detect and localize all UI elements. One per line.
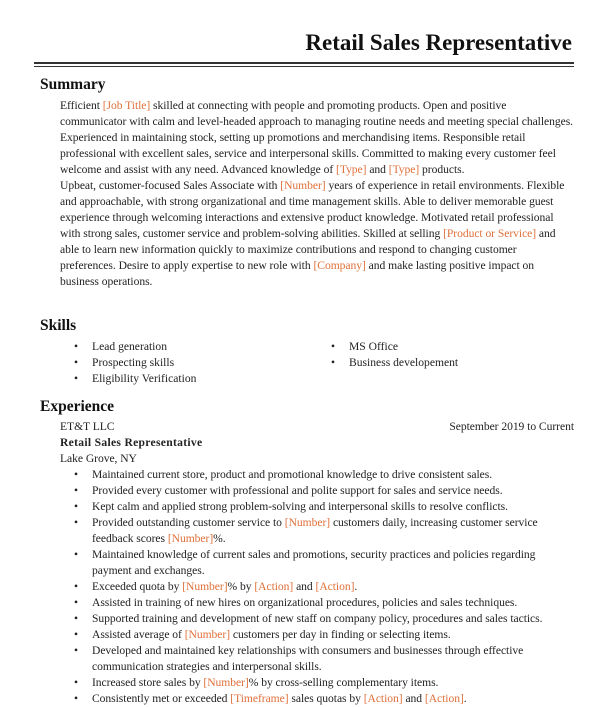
skill-item: • Prospecting skills — [60, 355, 317, 371]
skill-item: • Eligibility Verification — [60, 371, 317, 387]
resume-title: Retail Sales Representative — [305, 30, 572, 55]
experience-bullet — [60, 627, 574, 643]
experience-bullet — [60, 515, 574, 547]
placeholder-field: [Type] — [388, 163, 420, 176]
text-segment: Assisted average of — [92, 628, 185, 641]
placeholder-field: [Action] — [315, 580, 355, 593]
text-segment: Exceeded quota by — [92, 580, 183, 593]
text-segment: Increased store sales by — [92, 676, 204, 689]
text-segment: years of experience in retail environments. Flexible and approachable, with strong organizational and time management skills. Able to deliver memorable guest experience through welcoming interactions and extensive product knowledge. Motivated retail professional with strong sales, customer service and problem-solving abilities. Skilled at selling — [60, 179, 565, 240]
placeholder-field: [Action] — [424, 692, 464, 705]
text-segment: % by cross-selling complementary items. — [248, 676, 439, 689]
text-segment: % by — [227, 580, 255, 593]
text-segment: Consistently met or exceeded — [92, 692, 231, 705]
experience-heading: Experience — [40, 398, 115, 415]
placeholder-field: [Timeframe] — [230, 692, 289, 705]
job-role: Retail Sales Representative — [60, 436, 203, 449]
experience-entry — [60, 419, 574, 707]
text-segment: Kept calm and applied strong problem-solving and interpersonal skills to resolve conflicts. — [92, 500, 508, 513]
skills-list — [60, 339, 574, 387]
experience-bullet — [60, 547, 574, 579]
text-segment: Provided outstanding customer service to — [92, 516, 285, 529]
title-divider-thin — [34, 66, 574, 67]
experience-bullet — [60, 595, 574, 611]
placeholder-field: [Number] — [284, 516, 331, 529]
text-segment: Assisted in training of new hires on organizational procedures, policies and sales techniques. — [92, 596, 518, 609]
text-segment: %. — [213, 532, 226, 545]
text-segment: . — [463, 692, 467, 705]
title-divider — [34, 62, 574, 64]
skills-heading: Skills — [40, 317, 77, 334]
summary-heading: Summary — [40, 76, 106, 93]
text-segment: and make lasting positive impact on business operations. — [60, 259, 535, 288]
text-segment: Provided every customer with professional and polite support for sales and service needs. — [92, 484, 503, 497]
placeholder-field: [Product or Service] — [443, 227, 537, 240]
placeholder-field: [Number] — [182, 580, 228, 593]
text-segment: customers per day in finding or selecting items. — [230, 628, 451, 641]
skills-column — [317, 339, 574, 387]
skill-item: • Business developement — [317, 355, 574, 371]
summary-paragraph — [60, 178, 574, 290]
placeholder-field: [Number] — [184, 628, 231, 641]
summary-paragraph — [60, 98, 574, 178]
experience-bullet — [60, 611, 574, 627]
text-segment: skilled at connecting with people and promoting products. Open and positive communicator with calm and level-headed approach to managing routine needs and meeting special challenges. Experienced in maintaining stock, setting up promotions and merchandising items. Responsible retail professional with excellent sales, service and interpersonal skills. Committed to making every customer feel welcome and assist with any need. Advanced knowledge of — [60, 99, 574, 176]
text-segment: Maintained knowledge of current sales and promotions, security practices and policies regarding payment and exchanges. — [92, 548, 536, 577]
placeholder-field: [Action] — [363, 692, 403, 705]
experience-bullet — [60, 691, 574, 707]
text-segment: and — [402, 692, 425, 705]
text-segment: Upbeat, customer-focused Sales Associate with — [60, 179, 281, 192]
placeholder-field: [Number] — [203, 676, 249, 689]
company-name: ET&T LLC — [60, 420, 115, 433]
text-segment: Supported training and development of new staff on company policy, procedures and sales tactics. — [92, 612, 543, 625]
text-segment: and able to learn new information quickly to maximize contributions and respond to changing customer preferences. Desire to apply expertise to new role with — [60, 227, 556, 272]
text-segment: Developed and maintained key relationships with consumers and businesses through effective communication strategies and interpersonal skills. — [92, 644, 524, 673]
experience-bullet — [60, 467, 574, 483]
text-segment: and — [366, 163, 389, 176]
job-location: Lake Grove, NY — [60, 452, 137, 465]
placeholder-field: [Job Title] — [102, 99, 151, 112]
text-segment: customers daily, increasing customer service feedback scores — [92, 516, 538, 545]
placeholder-field: [Company] — [313, 259, 366, 272]
placeholder-field: [Number] — [167, 532, 214, 545]
experience-bullet — [60, 675, 574, 691]
placeholder-field: [Type] — [336, 163, 367, 176]
skill-item: • Lead generation — [60, 339, 317, 355]
text-segment: products. — [419, 163, 465, 176]
text-segment: and — [293, 580, 316, 593]
text-segment: sales quotas by — [288, 692, 364, 705]
experience-bullet — [60, 579, 574, 595]
employment-dates: September 2019 to Current — [449, 420, 574, 433]
experience-bullet — [60, 499, 574, 515]
summary-body — [60, 98, 574, 290]
text-segment: . — [354, 580, 358, 593]
experience-bullet — [60, 643, 574, 675]
experience-bullet — [60, 483, 574, 499]
placeholder-field: [Action] — [254, 580, 294, 593]
placeholder-field: [Number] — [280, 179, 326, 192]
text-segment: Maintained current store, product and promotional knowledge to drive consistent sales. — [92, 468, 493, 481]
skill-item: • MS Office — [317, 339, 574, 355]
experience-bullets — [60, 467, 574, 707]
skills-column — [60, 339, 317, 387]
text-segment: Efficient — [60, 99, 103, 112]
